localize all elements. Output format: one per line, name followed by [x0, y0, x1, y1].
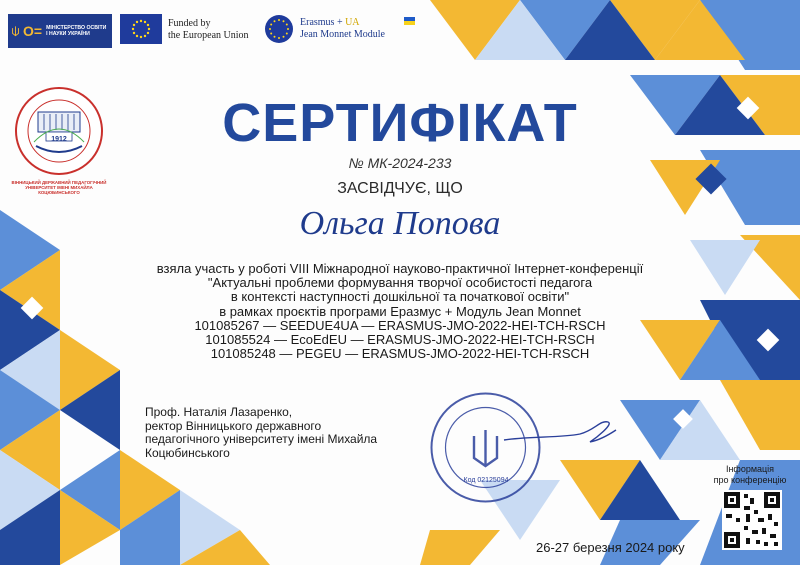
erasmus-module-text [300, 17, 385, 41]
certificate-title: СЕРТИФІКАТ [222, 93, 578, 153]
erasmus-ua: UA [345, 17, 360, 28]
body-line: 101085267 — SEEDUE4UA — ERASMUS-JMO-2022-HEI-TCH-RSCH [194, 317, 606, 333]
certificate-body [0, 262, 800, 361]
qr-caption-line-2: про конференцію [713, 474, 787, 485]
eu-flag-icon [120, 14, 162, 44]
qr-caption-line-1: Інформація [725, 464, 775, 474]
body-line: в контексті наступності дошкільної та початкової освіти" [230, 289, 570, 305]
body-line: "Актуальні проблеми формування творчої особистості педагога [207, 275, 593, 291]
trident-icon [12, 22, 19, 40]
funded-line-1: Funded by [168, 18, 211, 29]
ministry-logo [8, 14, 112, 48]
signatory-block [145, 406, 415, 460]
certifies-text: ЗАСВІДЧУЄ, ЩО [337, 180, 463, 197]
erasmus-logo-icon [264, 14, 294, 44]
qr-caption [705, 464, 795, 485]
signature [500, 412, 620, 452]
erasmus-prefix: Erasmus + [300, 17, 343, 28]
signatory-title-2: педагогічного університету імені Михайла [145, 432, 378, 446]
recipient-name: Ольга Попова [299, 205, 501, 242]
ministry-logo-text: МІНІСТЕРСТВО ОСВІТИ І НАУКИ УКРАЇНИ [46, 25, 107, 37]
seal-code: Код 02125094 [463, 477, 509, 484]
certificate-number: № МК-2024-233 [348, 155, 452, 171]
qr-code[interactable] [722, 490, 782, 550]
emblem-arc-text: ВІННИЦЬКИЙ ДЕРЖАВНИЙ ПЕДАГОГІЧНИЙ УНІВЕРСИТЕТ ІМЕНІ МИХАЙЛА КОЦЮБИНСЬКОГО [11, 180, 107, 195]
funded-by-eu-text [168, 18, 249, 42]
module-name: Jean Monnet Module [300, 29, 385, 40]
conference-date: 26-27 березня 2024 року [536, 540, 685, 555]
body-line: 101085524 — EcoEdEU — ERASMUS-JMO-2022-HEI-TCH-RSCH [205, 332, 595, 348]
body-line: 101085248 — PEGEU — ERASMUS-JMO-2022-HEI-TCH-RSCH [210, 346, 590, 362]
body-line: в рамках проєктів програми Еразмус + Модуль Jean Monnet [219, 303, 581, 319]
emblem-year: 1912 [51, 136, 67, 143]
signatory-title-1: ректор Вінницького державного [145, 418, 322, 433]
funded-line-2: the European Union [168, 30, 249, 41]
ukraine-flag-icon [404, 17, 415, 25]
signatory-name: Проф. Наталія Лазаренко, [145, 405, 293, 419]
body-line: взяла участь у роботі VIII Міжнародної науково-практичної Інтернет-конференції [156, 261, 644, 276]
ministry-mark-icon: О= [23, 23, 43, 39]
signatory-title-3: Коцюбинського [145, 445, 230, 460]
